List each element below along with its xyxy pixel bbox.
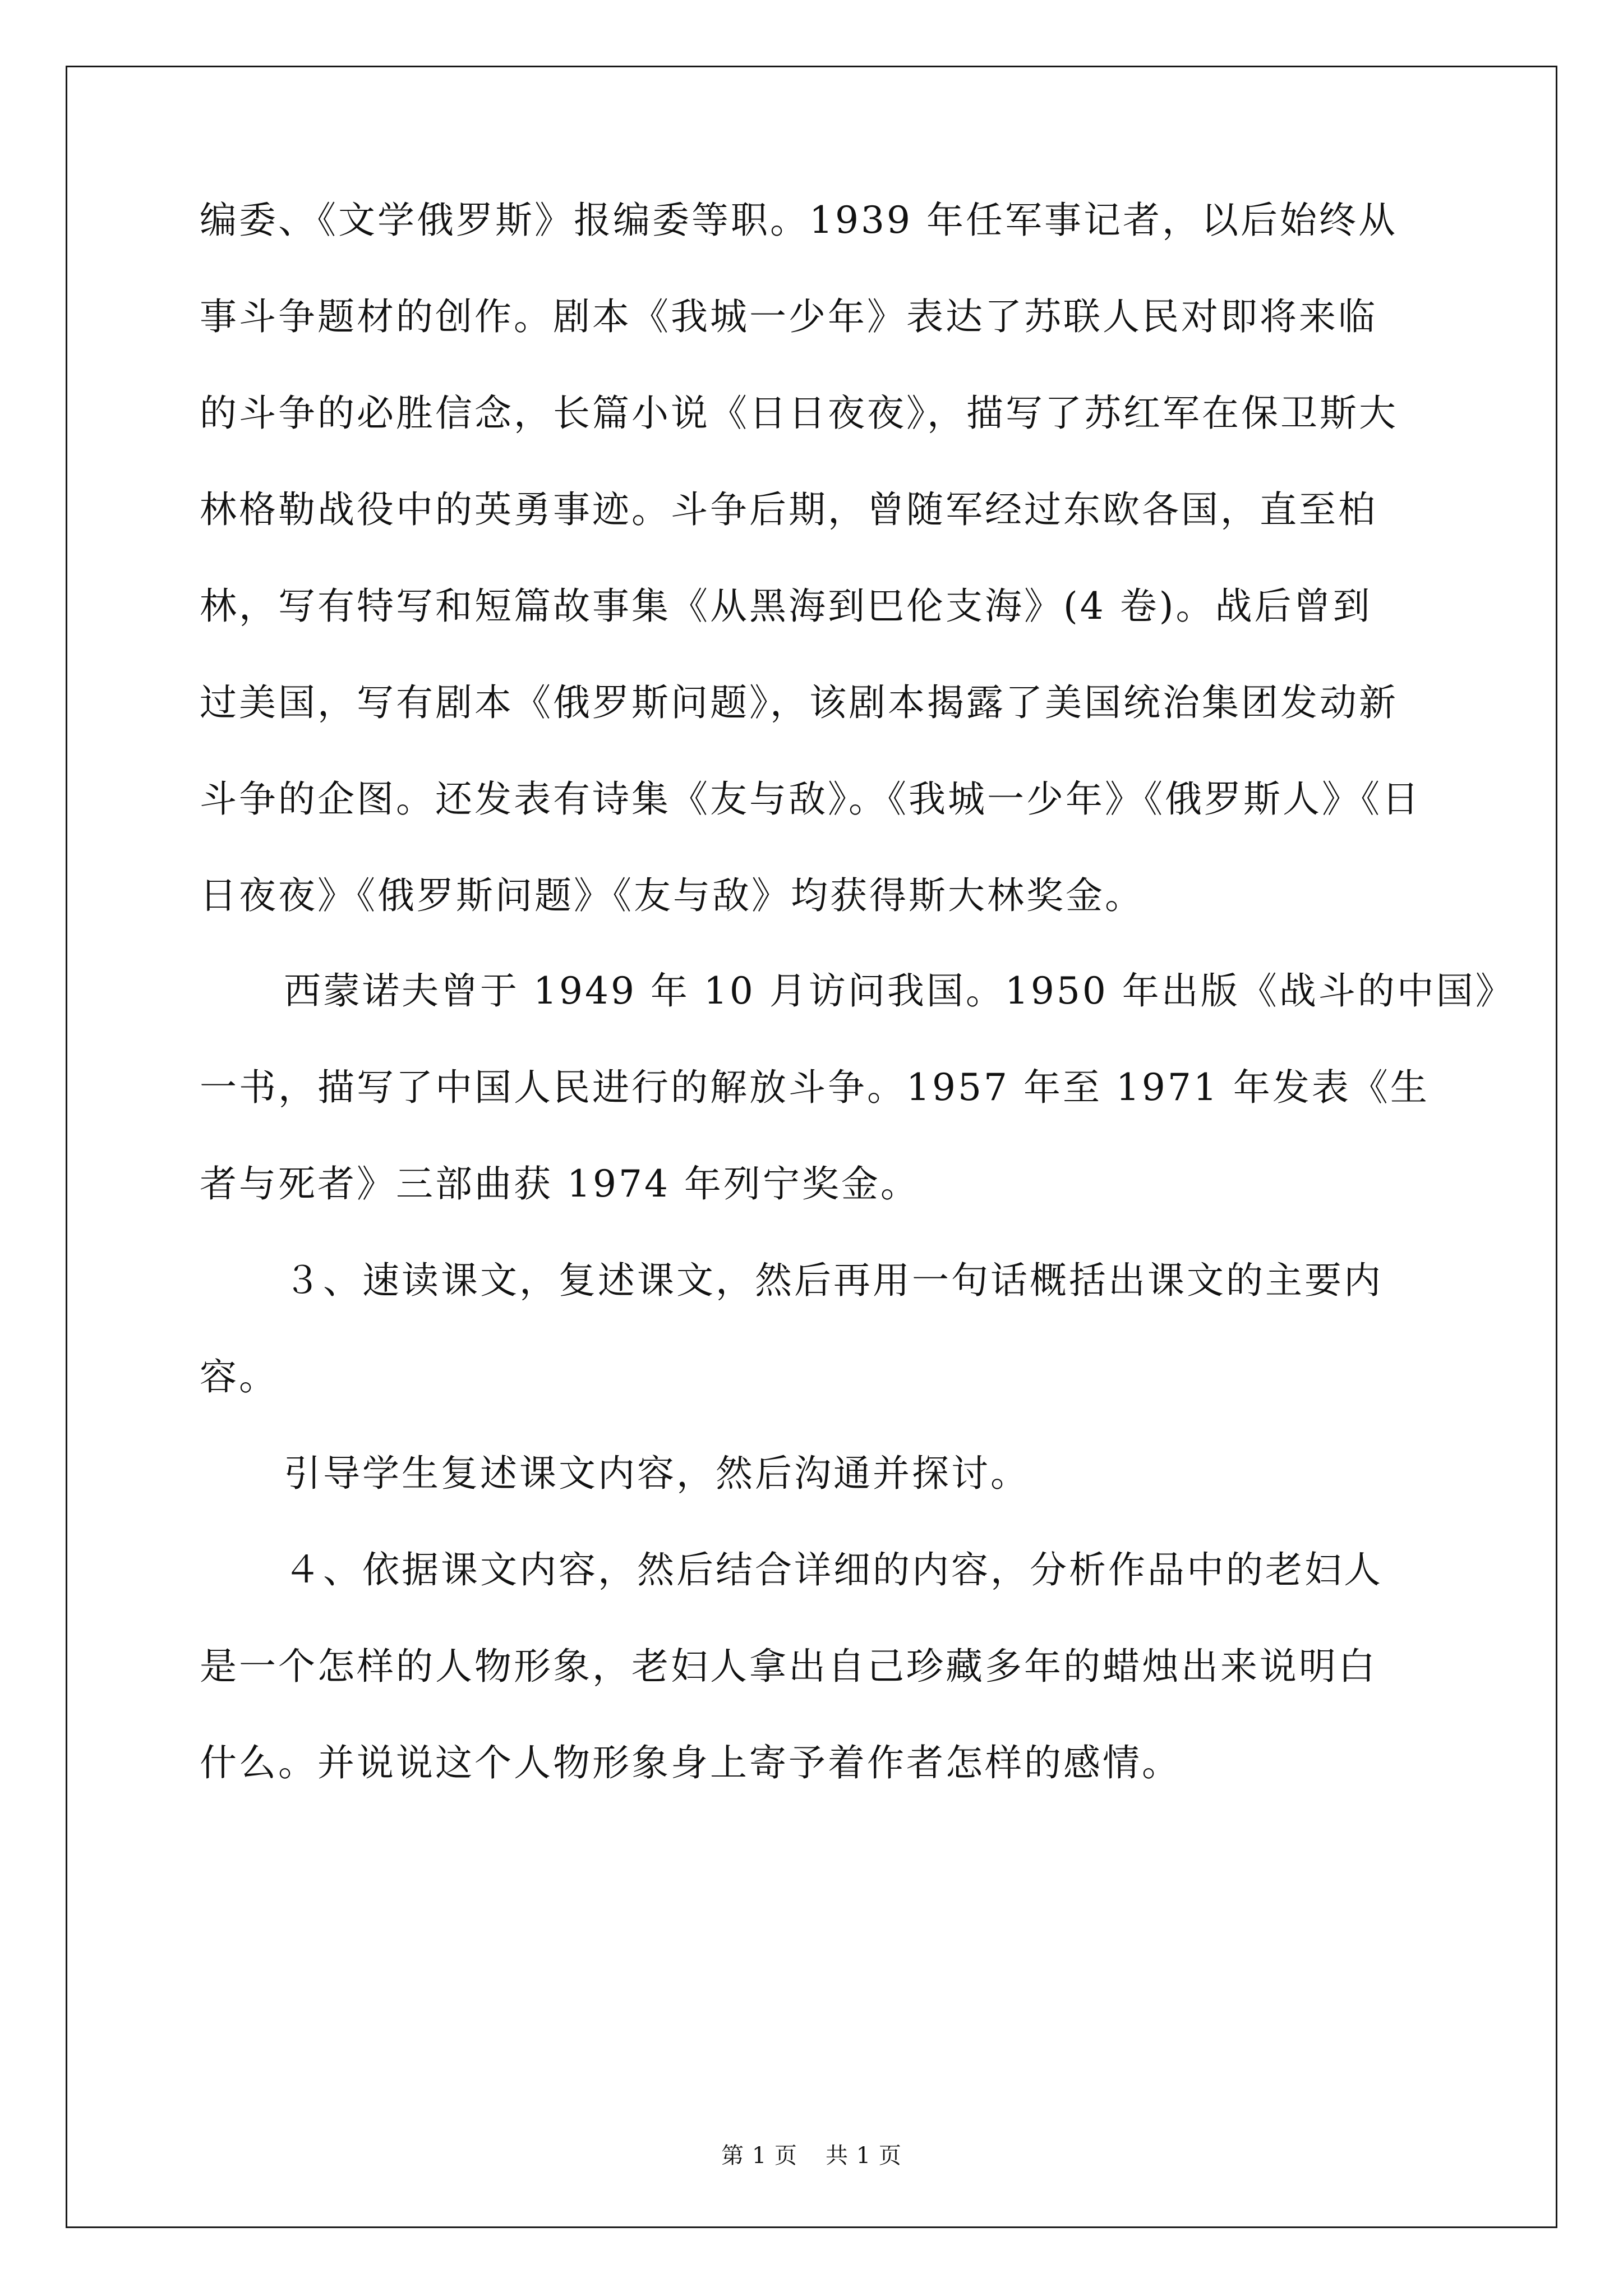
text-line: 林，写有特写和短篇故事集《从黑海到巴伦支海》(4 卷)。战后曾到 [200, 585, 1372, 628]
text-line: 日夜夜》《俄罗斯问题》《友与敌》均获得斯大林奖金。 [200, 874, 1144, 917]
text-line: 编委、《文学俄罗斯》报编委等职。1939 年任军事记者，以后始终从 [200, 199, 1398, 242]
text-line: 过美国，写有剧本《俄罗斯问题》，该剧本揭露了美国统治集团发动新 [200, 681, 1398, 724]
text-line: 是一个怎样的人物形象，老妇人拿出自己珍藏多年的蜡烛出来说明白 [200, 1645, 1377, 1688]
text-line: 者与死者》三部曲获 1974 年列宁奖金。 [200, 1162, 920, 1205]
text-line: ３、速读课文，复述课文，然后再用一句话概括出课文的主要内 [284, 1259, 1383, 1302]
text-line: 林格勒战役中的英勇事迹。斗争后期，曾随军经过东欧各国，直至柏 [200, 488, 1377, 531]
text-line: ４、依据课文内容，然后结合详细的内容，分析作品中的老妇人 [284, 1548, 1383, 1591]
text-line: 什么。并说说这个人物形象身上寄予着作者怎样的感情。 [200, 1741, 1181, 1784]
text-line: 引导学生复述课文内容，然后沟通并探讨。 [284, 1452, 1030, 1495]
text-line: 事斗争题材的创作。剧本《我城一少年》表达了苏联人民对即将来临 [200, 295, 1377, 338]
page-total: 共 1 页 [826, 2143, 902, 2169]
page-footer [0, 2145, 1623, 2167]
text-line: 西蒙诺夫曾于 1949 年 10 月访问我国。1950 年出版《战斗的中国》 [284, 969, 1515, 1013]
text-line: 一书，描写了中国人民进行的解放斗争。1957 年至 1971 年发表《生 [200, 1066, 1430, 1109]
text-line: 斗争的企图。还发表有诗集《友与敌》。《我城一少年》《俄罗斯人》《日 [200, 777, 1421, 821]
text-line: 容。 [200, 1355, 278, 1398]
page-border [66, 66, 1557, 2228]
text-line: 的斗争的必胜信念，长篇小说《日日夜夜》，描写了苏红军在保卫斯大 [200, 392, 1398, 435]
page-number: 第 1 页 [721, 2143, 797, 2169]
